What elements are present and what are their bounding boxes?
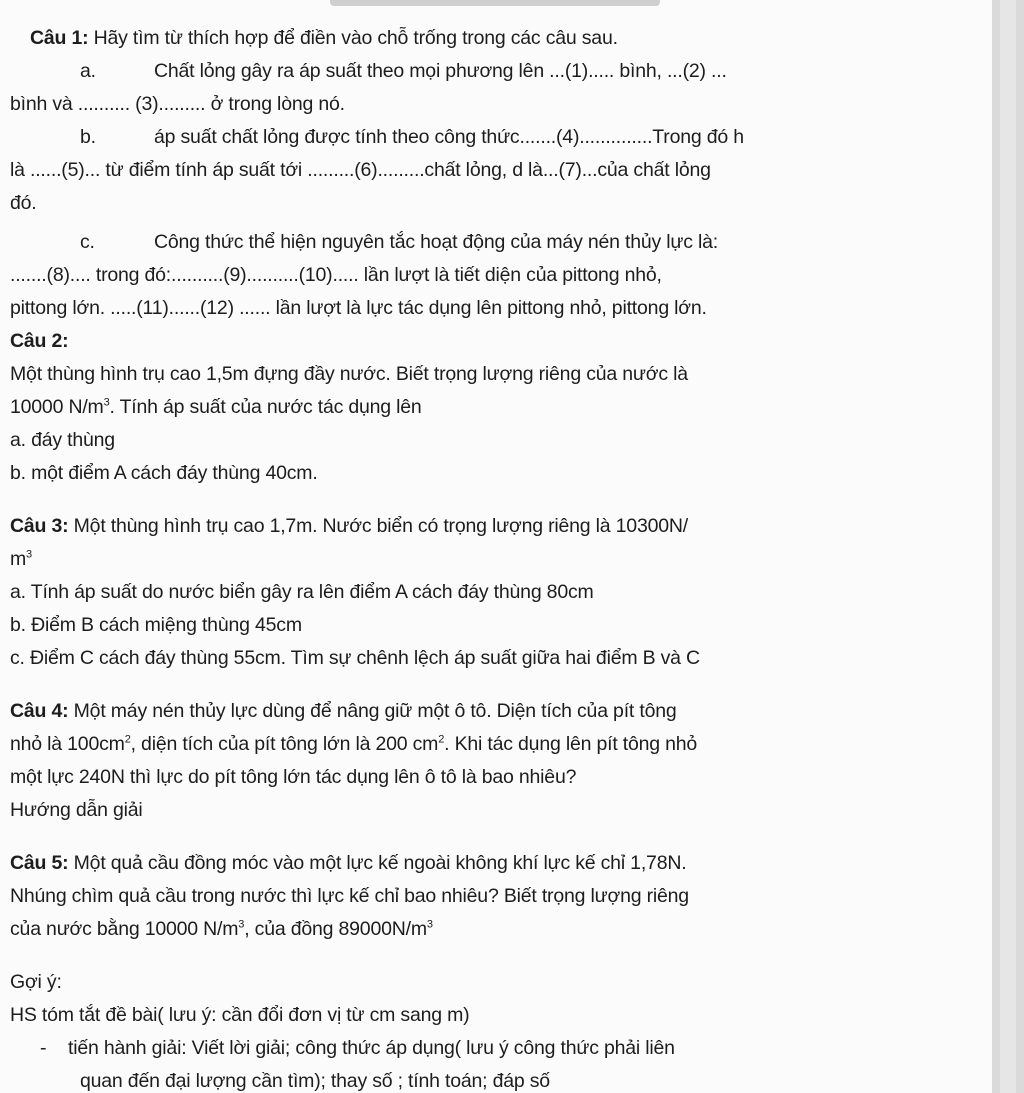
q4-guide: Hướng dẫn giải [10, 799, 143, 821]
hint-line3: quan đến đại lượng cần tìm); thay số ; tính toán; đáp số [80, 1070, 550, 1092]
q3-heading: Câu 3: [10, 515, 69, 537]
q3-part-a: a. Tính áp suất do nước biển gây ra lên điểm A cách đáy thùng 80cm [10, 581, 594, 603]
q1-b-line3: đó. [10, 192, 37, 214]
vertical-scrollbar[interactable] [992, 0, 1024, 1093]
q1-a-line1: a. Chất lỏng gây ra áp suất theo mọi phương lên ...(1)..... bình, ...(2) ... [10, 55, 980, 88]
top-edge-shadow [330, 0, 660, 6]
q5-line1: Câu 5: Một quả cầu đồng móc vào một lực kế ngoài không khí lực kế chỉ 1,78N. [10, 852, 687, 874]
hint-heading: Gợi ý: [10, 971, 62, 993]
q4-line1: Câu 4: Một máy nén thủy lực dùng để nâng giữ một ô tô. Diện tích của pít tông [10, 700, 677, 722]
q1-heading: Câu 1: [30, 27, 89, 49]
q1-a-line2: bình và .......... (3)......... ở trong lòng nó. [10, 93, 345, 115]
scrollbar-track[interactable] [1000, 0, 1016, 1093]
q4-line2: nhỏ là $100cm^2$, diện tích của pít tông lớn là 200 $cm^2$. Khi tác dụng lên pít tông nhỏ [10, 733, 698, 755]
q5-heading: Câu 5: [10, 852, 69, 874]
q2-part-a: a. đáy thùng [10, 429, 115, 451]
hint-bullet: - [40, 1037, 47, 1059]
q1-b-line2: là ......(5)... từ điểm tính áp suất tới .........(6).........chất lỏng, d là...(7)...của chất lỏng [10, 159, 711, 181]
q2-heading: Câu 2: [10, 330, 69, 352]
q3-part-c: c. Điểm C cách đáy thùng 55cm. Tìm sự chênh lệch áp suất giữa hai điểm B và C [10, 647, 700, 669]
q3-line1: Câu 3: Một thùng hình trụ cao 1,7m. Nước biển có trọng lượng riêng là 10300N/ [10, 515, 688, 537]
document-content [10, 22, 980, 1093]
q1-b-line1: b. áp suất chất lỏng được tính theo công thức.......(4)..............Trong đó h [10, 121, 980, 154]
hint-line2: - tiến hành giải: Viết lời giải; công thức áp dụng( lưu ý công thức phải liên [10, 1032, 980, 1065]
q5-line2: Nhúng chìm quả cầu trong nước thì lực kế chỉ bao nhiêu? Biết trọng lượng riêng [10, 885, 689, 907]
q3-line2: $m^3$ [10, 548, 32, 570]
q1-c-line1: c. Công thức thể hiện nguyên tắc hoạt động của máy nén thủy lực là: [10, 226, 980, 259]
q5-line3: của nước bằng 10000 $N/m^3$, của đồng $89000N/m^3$ [10, 918, 433, 940]
hint-line1: HS tóm tắt đề bài( lưu ý: cần đổi đơn vị từ cm sang m) [10, 1004, 470, 1026]
q1-c-line2: .......(8).... trong đó:..........(9)..........(10)..... lần lượt là tiết diện của pittong nhỏ, [10, 264, 662, 286]
q1-c-line3: pittong lớn. .....(11)......(12) ...... lần lượt là lực tác dụng lên pittong nhỏ, pittong lớn. [10, 297, 707, 319]
q2-line1: Một thùng hình trụ cao 1,5m đựng đầy nước. Biết trọng lượng riêng của nước là [10, 363, 688, 385]
q2-part-b: b. một điểm A cách đáy thùng 40cm. [10, 462, 318, 484]
q1-b-label: b. [80, 126, 96, 148]
q3-part-b: b. Điểm B cách miệng thùng 45cm [10, 614, 302, 636]
q1-intro-line [10, 22, 980, 55]
q4-heading: Câu 4: [10, 700, 69, 722]
q4-line3: một lực 240N thì lực do pít tông lớn tác dụng lên ô tô là bao nhiêu? [10, 766, 577, 788]
q1-c-label: c. [80, 231, 95, 253]
q1-a-label: a. [80, 60, 96, 82]
q2-line2: 10000 $N/m^3$. Tính áp suất của nước tác dụng lên [10, 396, 422, 418]
q1-intro: Hãy tìm từ thích hợp để điền vào chỗ trống trong các câu sau. [93, 27, 618, 49]
